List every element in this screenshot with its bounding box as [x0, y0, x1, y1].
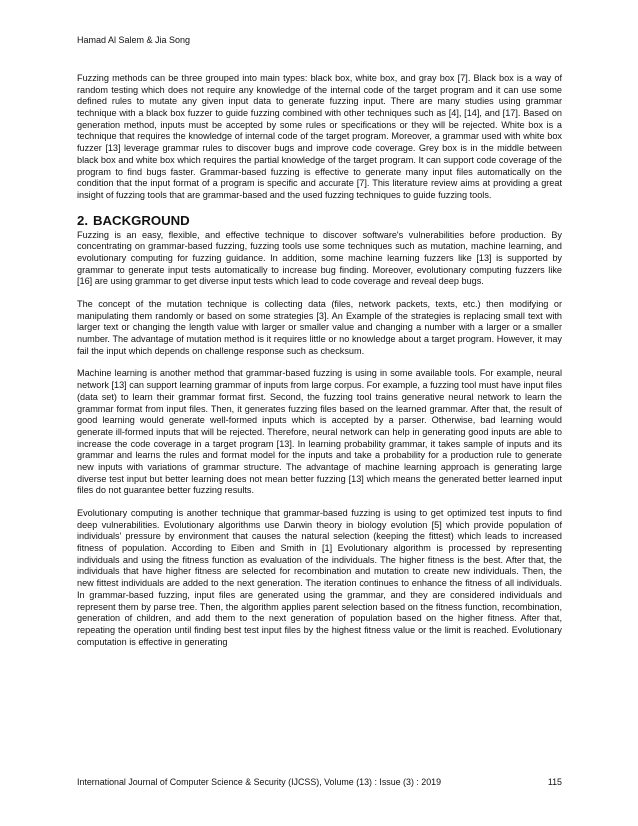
- footer-page-number: 115: [547, 777, 562, 787]
- page-footer: [77, 777, 562, 788]
- background-paragraph-mutation: The concept of the mutation technique is collecting data (files, network packets, texts, etc.) then modifying or manipulating them randomly or based on some strategies [3]. An Example of the strategies is replacing small text with larger text or changing the length value with larger or smaller value and changing a number with a larger or a smaller number. The advantage of mutation method is it requires little or no knowledge about a target program. However, it may fail the input which depends on challenge response such as checksum.: [77, 299, 562, 356]
- background-paragraph-fuzzing-overview: Fuzzing is an easy, flexible, and effective technique to discover software's vulnerabilities before production. By concentrating on grammar-based fuzzing, fuzzing tools use some techniques such as mutation, machine learning, and evolutionary computing for fuzzing guidance. In addition, some machine learning fuzzers like [13] is supported by grammar to generate input tests automatically to increase bug finding. Moreover, evolutionary computing fuzzers like [16] are using grammar to get diverse input tests which lead to code coverage and reveal deep bugs.: [77, 229, 562, 287]
- background-paragraph-machine-learning: Machine learning is another method that grammar-based fuzzing is using in some available tools. For example, neural network [13] can support learning grammar of inputs from large corpus. For example, a fuzzing tool must have input files (data set) to learn their grammar format first. Second, the fuzzing tool trains generative neural network to learn the grammar format from input files. Then, it generates fuzzing files based on the learned grammar. After that, the result of good learning would generate well-formed inputs which is accepted by a parser. Otherwise, bad learning would generate ill-formed inputs that will be rejected. Therefore, neural network can help in generating good inputs are able to increase the code coverage in a target program [13]. In learning probability grammar, it takes sample of inputs and its grammar and learns the rules and format model for the inputs and take a probability for a production rule to generate new inputs with variations of grammar structure. The advantage of machine learning approach is generating large diverse test input but better learning does not mean better fuzzing [13] which means the generated better learned input files do not guarantee better fuzzing results.: [77, 368, 562, 496]
- intro-paragraph: Fuzzing methods can be three grouped into main types: black box, white box, and gray box [7]. Black box is a way of random testing which does not require any knowledge of the internal code of the target program and it can use some defined rules to mutate any given input data to generate fuzzing input. There are many studies using grammar technique with a black box fuzzer to guide fuzzing combined with other techniques such as [4], [14], and [17]. Based on generation method, inputs must be accepted by some rules or specifications or they will be rejected. White box is a technique that requires the knowledge of internal code of the target program. Moreover, a grammar used with white box fuzzer [13] leverage grammar rules to discover bugs and improve code coverage. Grey box is in the middle between black box and white box which requires the partial knowledge of the target program. It can support code coverage of the program to find bugs faster. Grammar-based fuzzing is effective to generate many input files automatically on the condition that the input format of a program is specific and accurate [7]. This literature review aims at providing a great insight of fuzzing tools that are grammar-based and the used fuzzing techniques to guide fuzzing tools.: [77, 73, 562, 200]
- section-number: 2.: [77, 212, 88, 228]
- section-heading-background: [77, 213, 562, 229]
- page-body: [77, 73, 562, 659]
- running-header-authors: Hamad Al Salem & Jia Song: [77, 35, 191, 45]
- footer-journal-citation: International Journal of Computer Science & Security (IJCSS), Volume (13) : Issue (3) : 2019: [77, 777, 442, 787]
- background-paragraph-evolutionary-computing: Evolutionary computing is another technique that grammar-based fuzzing is using to get optimized test inputs to find deep vulnerabilities. Evolutionary algorithms use Darwin theory in biology evolution [5] which provide population of individuals' pressure by environment that causes the natural selection (keeping the fittest) which leads to increased fitness of population. According to Eiben and Smith in [1] Evolutionary algorithm is processed by representing individuals and using the fitness function as evaluation of the individuals. The higher fitness is the best. After that, the individuals that have higher fitness are selected for recombination and mutation to create new individuals. Then, the new fittest individuals are added to the next generation. The iteration continues to enhance the fitness of all individuals. In grammar-based fuzzing, input files are generated using the grammar, and they are considered individuals and represent them by parse tree. Then, the algorithm applies parent selection based on the fitness function, recombination, generation of children, and add them to the next generation of population based on the higher fitness. After that, repeating the operation until finding best test input files by the highest fitness value or the limit is reached. Evolutionary computation is effective in generating: [77, 508, 562, 647]
- section-title: BACKGROUND: [93, 212, 190, 228]
